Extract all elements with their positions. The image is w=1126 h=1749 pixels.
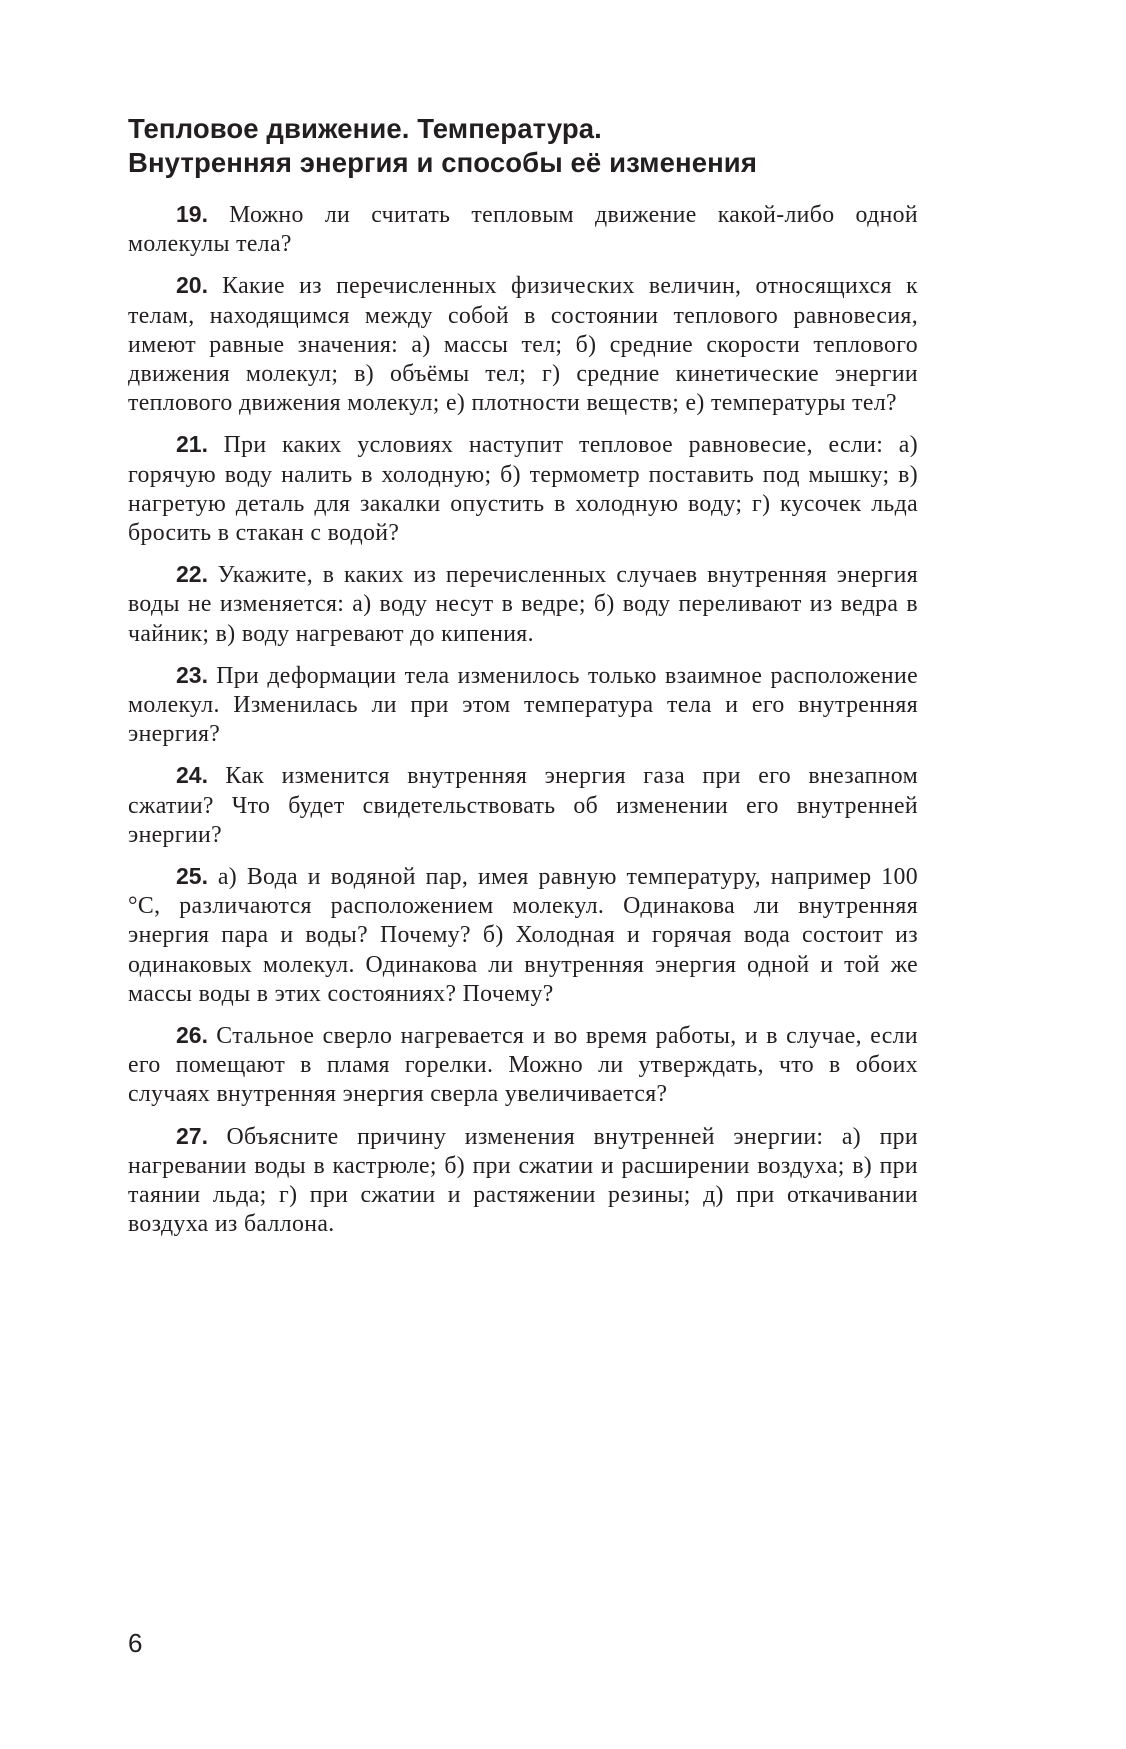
task-number: 23. xyxy=(176,661,208,688)
task-text: При каких условиях наступит тепловое равновесие, если: а) горячую воду налить в холодную; б) термометр поставить под мышку; в) нагретую деталь для закалки опустить в холодную воду; г) кусочек льда бросить в стакан с водой? xyxy=(128,432,918,547)
task-21 xyxy=(128,430,918,548)
task-number: 24. xyxy=(176,762,208,789)
task-number: 26. xyxy=(176,1022,208,1049)
task-number: 22. xyxy=(176,561,208,588)
task-19 xyxy=(128,200,918,259)
section-title-line-1: Тепловое движение. Температура. xyxy=(128,113,602,144)
task-text: Укажите, в каких из перечисленных случаев внутренняя энергия воды не изменяется: а) воду несут в ведре; б) воду переливают из ведра в чайник; в) воду нагревают до кипения. xyxy=(128,562,918,647)
task-23 xyxy=(128,661,918,750)
task-number: 20. xyxy=(176,272,208,299)
task-text: Объясните причину изменения внутренней энергии: а) при нагревании воды в кастрюле; б) при сжатии и расширении воздуха; в) при таянии льда; г) при сжатии и растяжении резины; д) при откачивании воздуха из баллона. xyxy=(128,1123,918,1238)
task-25 xyxy=(128,862,918,1009)
task-text: а) Вода и водяной пар, имея равную температуру, например 100 °С, различаются расположением молекул. Одинакова ли внутренняя энергия пара и воды? Почему? б) Холодная и горячая вода состоит из одинаковых молекул. Одинакова ли внутренняя энергия одной и той же массы воды в этих состояниях? Почему? xyxy=(128,864,918,1007)
task-24 xyxy=(128,761,918,850)
task-text: При деформации тела изменилось только взаимное расположение молекул. Изменилась ли при этом температура тела и его внутренняя энергия? xyxy=(128,662,918,748)
task-text: Как изменится внутренняя энергия газа при его внезапном сжатии? Что будет свидетельствовать об изменении его внутренней энергии? xyxy=(128,763,918,848)
task-text: Стальное сверло нагревается и во время работы, и в случае, если его помещают в пламя горелки. Можно ли утверждать, что в обоих случаях внутренняя энергия сверла увеличивается? xyxy=(128,1023,918,1108)
page-content xyxy=(128,112,918,1252)
task-26 xyxy=(128,1021,918,1110)
task-22 xyxy=(128,560,918,649)
task-text: Какие из перечисленных физических величин, относящихся к телам, находящимся между собой в состоянии теплового равновесия, имеют равные значения: а) массы тел; б) средние скорости теплового движения молекул; в) объёмы тел; г) средние кинетические энергии теплового движения молекул; е) плотности веществ; е) температуры тел? xyxy=(128,273,918,417)
task-number: 25. xyxy=(176,863,208,890)
section-title-line-2: Внутренняя энергия и способы её изменения xyxy=(128,147,757,178)
task-20 xyxy=(128,271,918,418)
task-27 xyxy=(128,1122,918,1240)
task-number: 21. xyxy=(176,431,208,458)
task-number: 27. xyxy=(176,1122,208,1149)
task-text: Можно ли считать тепловым движение какой-либо одной молекулы тела? xyxy=(128,202,918,258)
section-title xyxy=(128,112,918,180)
page-number: 6 xyxy=(128,1628,143,1658)
task-number: 19. xyxy=(176,201,208,227)
